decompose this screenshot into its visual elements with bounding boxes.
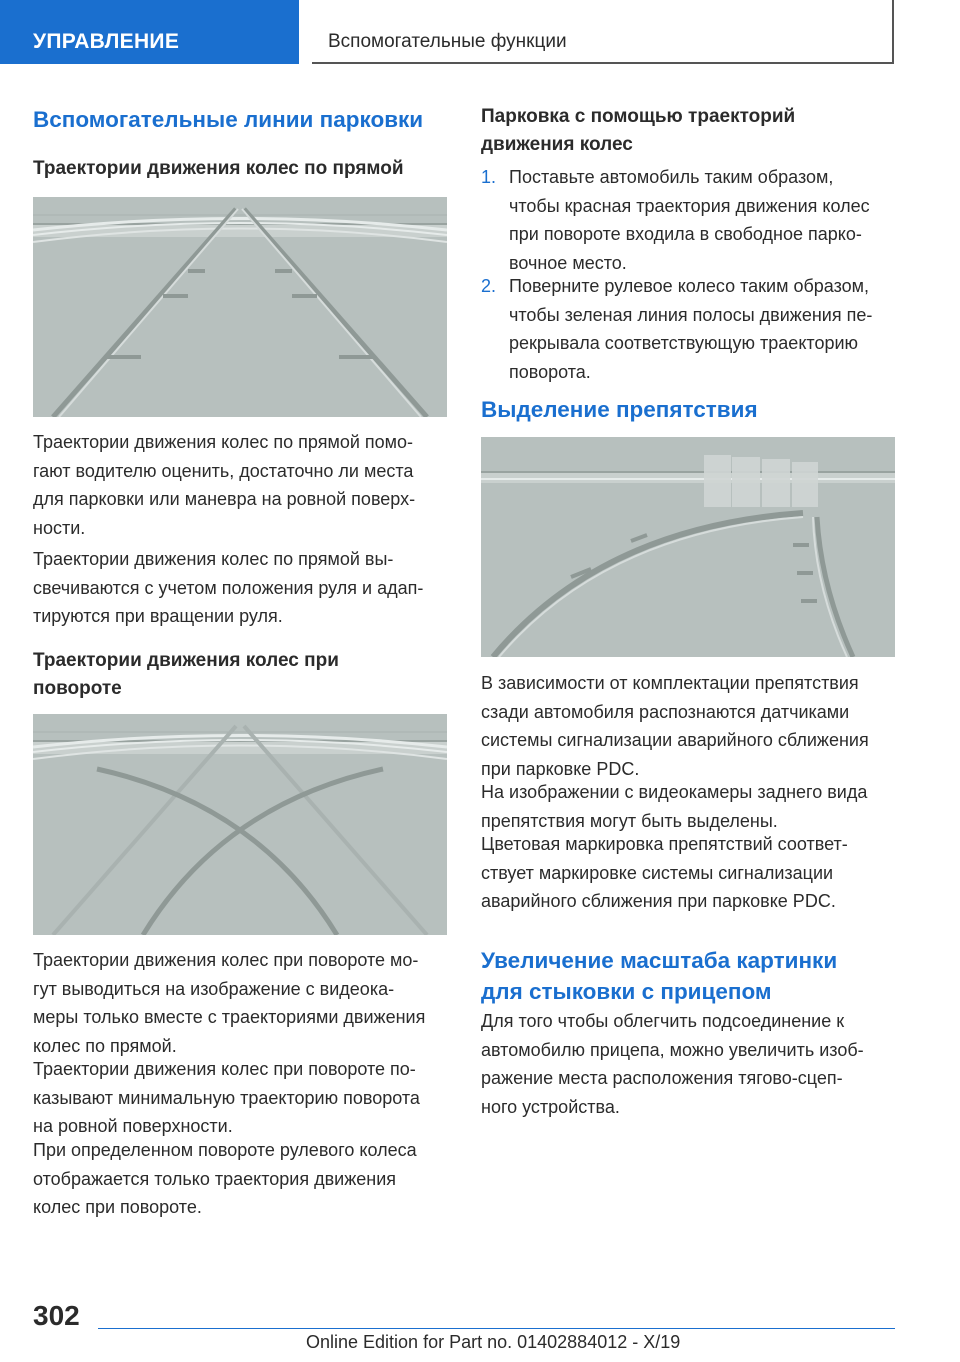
paragraph-zoom: Для того чтобы облегчить подсоединение к автомобилю прицепа, можно увеличить изоб- ражение места расположения тягово-сцеп- ного устройства.	[481, 1011, 864, 1117]
paragraph-straight-2: Траектории движения колес по прямой вы- свечиваются с учетом положения руля и адап- тируются при вращении руля.	[33, 549, 424, 626]
paragraph-turn-3: При определенном повороте рулевого колеса отображается только траектория движения колес при повороте.	[33, 1140, 417, 1217]
paragraph-obstacle-1: В зависимости от комплектации препятствия сзади автомобиля распознаются датчиками системы сигнализации аварийного сближения при парковке PDC.	[481, 673, 869, 779]
turn-paths-figure	[33, 714, 447, 935]
step-text: Поверните рулевое колесо таким образом, чтобы зеленая линия полосы движения пе- рекрывала соответствующую траекторию поворота.	[509, 276, 873, 382]
subheading-straight-paths: Траектории движения колес по прямой	[33, 158, 404, 179]
section-heading-parking-lines: Вспомогательные линии парковки	[33, 107, 424, 132]
straight-paths-figure	[33, 197, 447, 417]
obstacle-figure	[481, 437, 895, 657]
chapter-header	[312, 0, 894, 64]
section-tab	[0, 0, 299, 64]
subheading-turn-paths: Траектории движения колес при повороте	[33, 650, 339, 699]
subheading-parking-with-paths: Парковка с помощью траекторий движения колес	[481, 106, 796, 155]
paragraph-obstacle-3: Цветовая маркировка препятствий соответ- ствует маркировке системы сигнализации аварийного сближения при парковке PDC.	[481, 834, 848, 911]
paragraph-turn-1: Траектории движения колес при повороте мо- гут выводиться на изображение с видеока- меры только вместе с траекториями движения колес по прямой.	[33, 950, 426, 1056]
page-number: 302	[33, 1300, 80, 1331]
step-number: 1.	[481, 167, 497, 187]
list-item	[481, 163, 901, 277]
section-heading-obstacle: Выделение препятствия	[481, 397, 758, 422]
paragraph-turn-2: Траектории движения колес при повороте по- казывают минимальную траекторию поворота на ровной поверхности.	[33, 1059, 420, 1136]
section-title: УПРАВЛЕНИЕ	[33, 30, 180, 53]
step-number: 2.	[481, 276, 497, 296]
list-item	[481, 272, 901, 386]
footer-edition: Online Edition for Part no. 01402884012 - X/19	[306, 1332, 681, 1352]
footer-divider	[98, 1328, 895, 1329]
section-heading-zoom-trailer: Увеличение масштаба картинки для стыковки с прицепом	[481, 948, 838, 1004]
step-text: Поставьте автомобиль таким образом, чтобы красная траектория движения колес при повороте входила в свободное парко- вочное место.	[509, 167, 870, 273]
paragraph-obstacle-2: На изображении с видеокамеры заднего вида препятствия могут быть выделены.	[481, 782, 868, 831]
chapter-title: Вспомогательные функции	[328, 31, 567, 52]
paragraph-straight-1: Траектории движения колес по прямой помо- гают водителю оценить, достаточно ли места для парковки или маневра на ровной поверх- ности.	[33, 432, 416, 538]
